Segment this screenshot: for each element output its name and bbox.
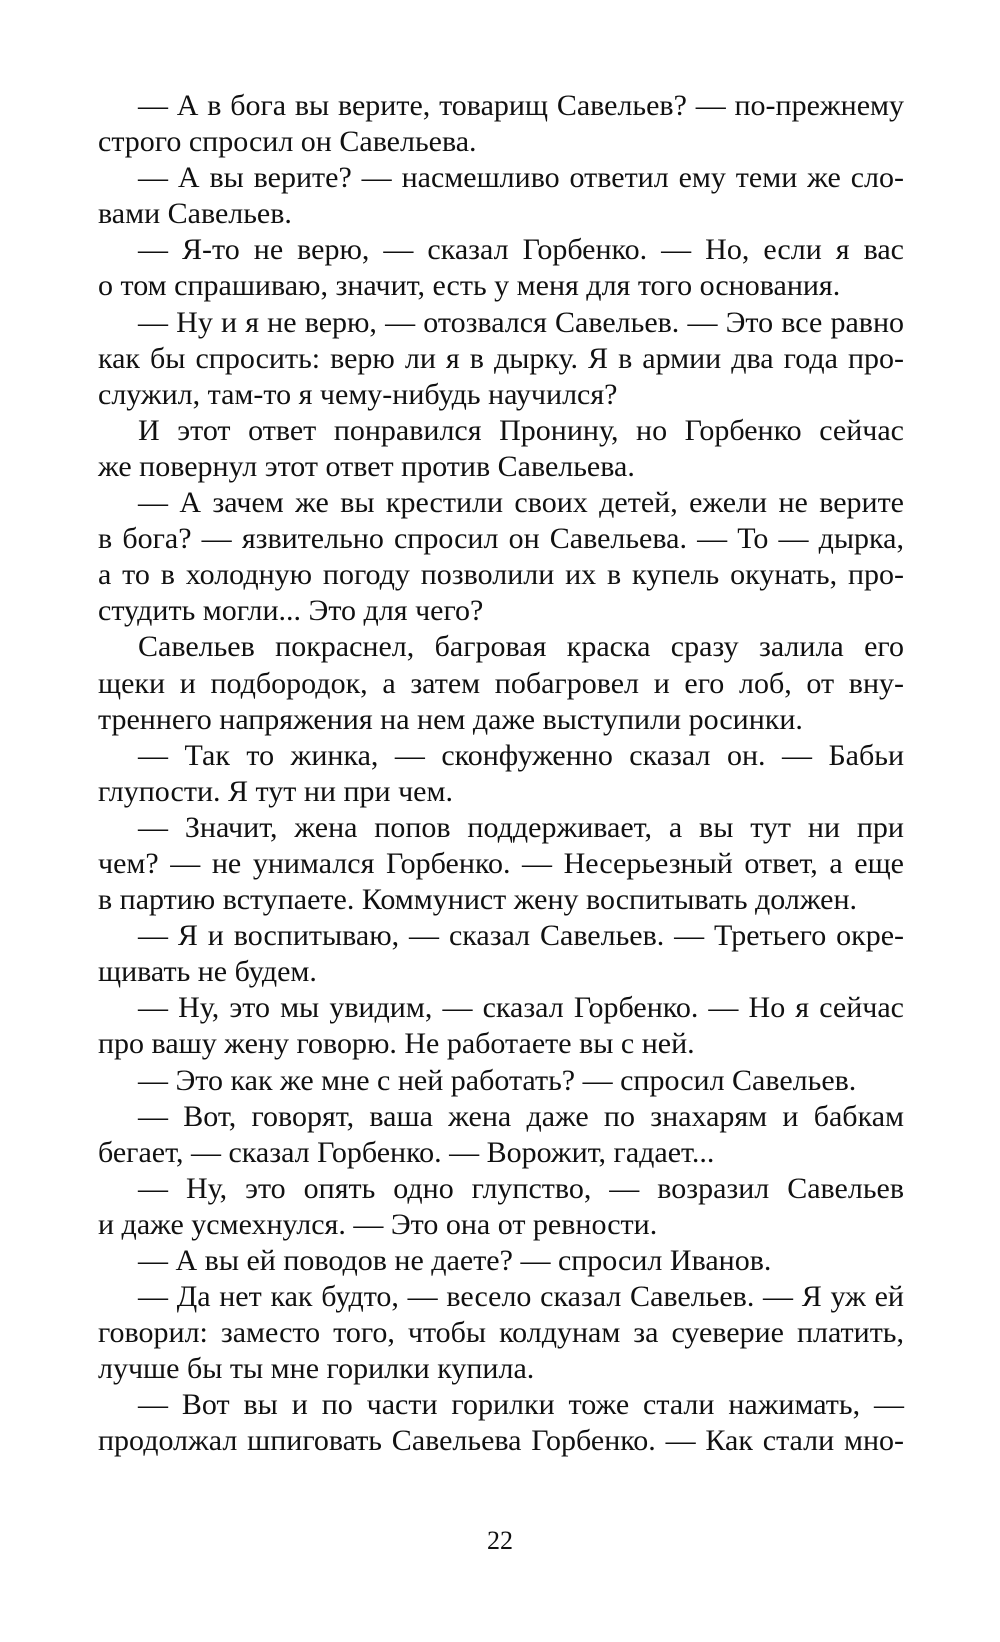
text-line: — Так то жинка, — сконфуженно сказал он. — Бабьи [138, 738, 904, 772]
text-line: — Ну, это мы увидим, — сказал Горбенко. — Но я сейчас [138, 991, 904, 1025]
text-line: а то в холодную погоду позволили их в купель окунать, про- [98, 558, 904, 592]
text-line: и даже усмехнулся. — Это она от ревности. [98, 1207, 658, 1241]
text-line: — Вот вы и по части горилки тоже стали нажимать, — [138, 1388, 904, 1422]
text-line: продолжал шпиговать Савельева Горбенко. — Как стали мно- [98, 1424, 904, 1458]
text-line: чем? — не унимался Горбенко. — Несерьезный ответ, а еще [98, 846, 904, 880]
page-text [98, 88, 904, 1460]
text-line: про вашу жену говорю. Не работаете вы с ней. [98, 1027, 695, 1061]
text-line: о том спрашиваю, значит, есть у меня для того основания. [98, 269, 841, 303]
text-line: вами Савельев. [98, 197, 292, 231]
text-line: говорил: заместо того, чтобы колдунам за суеверие платить, [98, 1316, 904, 1350]
text-line: — А зачем же вы крестили своих детей, ежели не верите [138, 486, 904, 520]
text-line: щивать не будем. [98, 955, 317, 989]
text-line: — Это как же мне с ней работать? — спросил Савельев. [138, 1063, 857, 1097]
text-line: треннего напряжения на нем даже выступили росинки. [98, 702, 803, 736]
text-line: щеки и подбородок, а затем побагровел и его лоб, от вну- [98, 666, 904, 700]
text-line: — А в бога вы верите, товарищ Савельев? — по-прежнему [138, 89, 904, 122]
text-line: глупости. Я тут ни при чем. [98, 774, 453, 808]
text-line: — Значит, жена попов поддерживает, а вы тут ни при [138, 810, 904, 844]
text-line: — Вот, говорят, ваша жена даже по знахарям и бабкам [138, 1099, 904, 1133]
text-line: — Ну, это опять одно глупство, — возразил Савельев [138, 1171, 904, 1205]
text-line: же повернул этот ответ против Савельева. [98, 449, 635, 483]
text-line: бегает, — сказал Горбенко. — Ворожит, гадает... [98, 1135, 715, 1169]
text-line: в партию вступаете. Коммунист жену воспитывать должен. [98, 883, 858, 917]
text-line: как бы спросить: верю ли я в дырку. Я в армии два года про- [98, 341, 904, 375]
page-number: 22 [487, 1526, 513, 1555]
text-line: лучше бы ты мне горилки купила. [98, 1352, 535, 1386]
text-line: — Я и воспитываю, — сказал Савельев. — Третьего окре- [138, 919, 904, 953]
text-line: — Я-то не верю, — сказал Горбенко. — Но, если я вас [138, 233, 904, 267]
text-line: студить могли... Это для чего? [98, 594, 484, 628]
text-line: строго спросил он Савельева. [98, 125, 477, 159]
text-line: — Ну и я не верю, — отозвался Савельев. — Это все равно [138, 305, 904, 339]
text-line: в бога? — язвительно спросил он Савельева. — То — дырка, [98, 522, 904, 556]
text-line: — Да нет как будто, — весело сказал Савельев. — Я уж ей [138, 1280, 904, 1314]
text-line: — А вы ей поводов не даете? — спросил Иванов. [138, 1244, 772, 1277]
text-line: — А вы верите? — насмешливо ответил ему теми же сло- [138, 161, 904, 195]
text-line: служил, там-то я чему-нибудь научился? [98, 377, 618, 411]
text-line: Савельев покраснел, багровая краска сразу залила его [138, 630, 904, 664]
text-line: И этот ответ понравился Пронину, но Горбенко сейчас [138, 413, 904, 447]
